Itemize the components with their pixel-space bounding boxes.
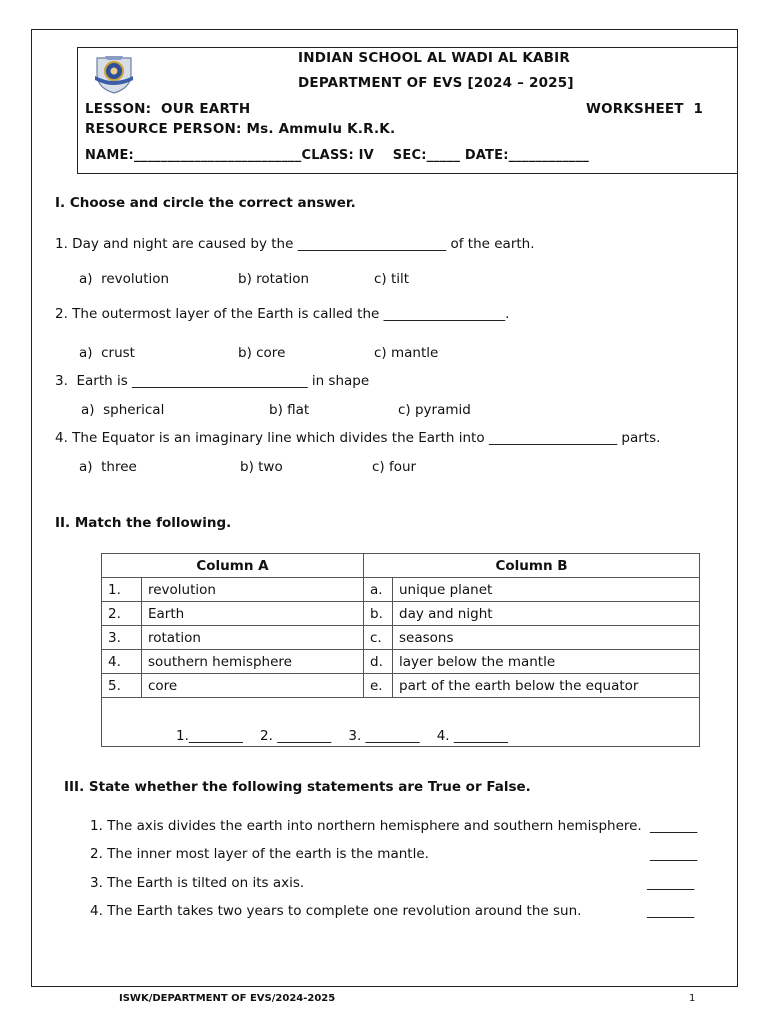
statement-4-blank[interactable]: _______ (647, 903, 695, 919)
row-number: 4. (102, 650, 142, 674)
match-table (101, 553, 700, 747)
school-name: INDIAN SCHOOL AL WADI AL KABIR (298, 50, 570, 66)
question-2: 2. The outermost layer of the Earth is called the __________________. (55, 306, 510, 322)
row-letter: e. (364, 674, 393, 698)
table-row (102, 674, 700, 698)
row-number: 5. (102, 674, 142, 698)
row-number: 1. (102, 578, 142, 602)
row-number: 2. (102, 602, 142, 626)
footer-label: ISWK/DEPARTMENT OF EVS/2024-2025 (119, 993, 336, 1004)
school-logo (91, 52, 137, 94)
answer-blanks[interactable]: 1.________ 2. ________ 3. ________ 4. ________ (102, 698, 700, 747)
column-a-cell: rotation (142, 626, 364, 650)
answer-row (102, 698, 700, 747)
column-b-header: Column B (364, 554, 700, 578)
department-title: DEPARTMENT OF EVS [2024 – 2025] (298, 75, 574, 91)
section3-heading: III. State whether the following statements are True or False. (64, 779, 531, 795)
q3-option-a: a) spherical (81, 402, 165, 418)
q4-option-a: a) three (79, 459, 137, 475)
column-a-cell: southern hemisphere (142, 650, 364, 674)
column-a-header: Column A (102, 554, 364, 578)
question-3: 3. Earth is __________________________ in shape (55, 373, 370, 389)
statement-1: 1. The axis divides the earth into northern hemisphere and southern hemisphere. (90, 818, 642, 834)
table-row (102, 650, 700, 674)
lesson-label: LESSON: OUR EARTH (85, 101, 251, 117)
page-number: 1 (689, 993, 696, 1004)
table-row (102, 626, 700, 650)
column-b-cell: unique planet (393, 578, 700, 602)
statement-3: 3. The Earth is tilted on its axis. (90, 875, 305, 891)
q2-option-a: a) crust (79, 345, 135, 361)
column-b-cell: day and night (393, 602, 700, 626)
q1-option-c: c) tilt (374, 271, 410, 287)
q2-option-b: b) core (238, 345, 286, 361)
statement-2-blank[interactable]: _______ (650, 846, 698, 862)
row-letter: c. (364, 626, 393, 650)
column-b-cell: part of the earth below the equator (393, 674, 700, 698)
statement-3-blank[interactable]: _______ (647, 875, 695, 891)
table-row (102, 578, 700, 602)
column-a-cell: core (142, 674, 364, 698)
worksheet-label: WORKSHEET 1 (586, 101, 704, 117)
q1-option-a: a) revolution (79, 271, 170, 287)
row-number: 3. (102, 626, 142, 650)
column-a-cell: revolution (142, 578, 364, 602)
row-letter: d. (364, 650, 393, 674)
statement-1-blank[interactable]: _______ (650, 818, 698, 834)
column-a-cell: Earth (142, 602, 364, 626)
table-row (102, 602, 700, 626)
column-b-cell: layer below the mantle (393, 650, 700, 674)
statement-2: 2. The inner most layer of the earth is the mantle. (90, 846, 429, 862)
row-letter: a. (364, 578, 393, 602)
question-4: 4. The Equator is an imaginary line which divides the Earth into ___________________ parts. (55, 430, 661, 446)
resource-person: RESOURCE PERSON: Ms. Ammulu K.R.K. (85, 121, 396, 137)
column-b-cell: seasons (393, 626, 700, 650)
q4-option-c: c) four (372, 459, 417, 475)
q3-option-c: c) pyramid (398, 402, 471, 418)
section2-heading: II. Match the following. (55, 515, 232, 531)
q4-option-b: b) two (240, 459, 283, 475)
q3-option-b: b) flat (269, 402, 310, 418)
table-header-row (102, 554, 700, 578)
statement-4: 4. The Earth takes two years to complete one revolution around the sun. (90, 903, 582, 919)
section1-heading: I. Choose and circle the correct answer. (55, 195, 356, 211)
question-1: 1. Day and night are caused by the ______________________ of the earth. (55, 236, 535, 252)
row-letter: b. (364, 602, 393, 626)
q2-option-c: c) mantle (374, 345, 439, 361)
student-fields-line: NAME:_________________________CLASS: IV SEC:_____ DATE:____________ (85, 148, 590, 163)
q1-option-b: b) rotation (238, 271, 310, 287)
